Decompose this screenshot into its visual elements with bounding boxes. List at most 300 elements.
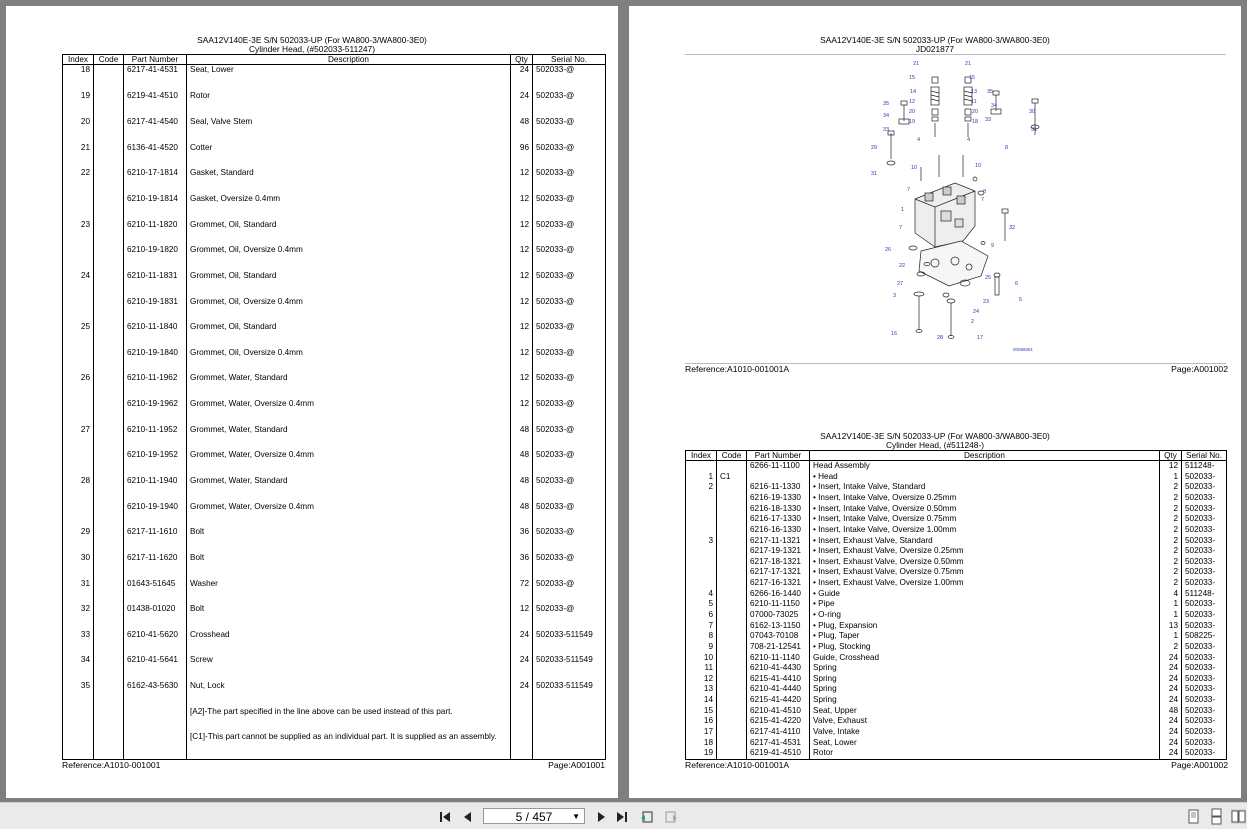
- row-part-number: 6216-17-1330: [747, 514, 810, 525]
- callout-label: 28: [937, 335, 944, 341]
- row-part-number: 6219-41-4510: [747, 748, 810, 759]
- table-row: [686, 674, 1227, 685]
- callout-label: 21: [913, 61, 920, 67]
- row-qty: 24: [1160, 695, 1182, 706]
- table-row: [686, 578, 1227, 589]
- continuous-view-icon[interactable]: [1209, 809, 1224, 824]
- header-serial: Serial No.: [1182, 451, 1227, 461]
- row-qty: 1: [1160, 631, 1182, 642]
- row-part-number: 6210-41-5620: [124, 630, 187, 656]
- row-code: [94, 297, 124, 323]
- row-description: • Plug, Stocking: [810, 642, 1160, 653]
- row-description: Spring: [810, 674, 1160, 685]
- row-code: [94, 91, 124, 117]
- table-row: [63, 553, 606, 579]
- row-index: [63, 297, 94, 323]
- row-serial: 502033-: [1182, 621, 1227, 632]
- parts-table: [62, 54, 606, 760]
- last-page-icon[interactable]: [615, 810, 629, 824]
- row-code: [94, 450, 124, 476]
- note-cell: [94, 707, 124, 733]
- callout-label: 7: [899, 225, 903, 231]
- row-qty: 24: [1160, 727, 1182, 738]
- row-description: Valve, Exhaust: [810, 716, 1160, 727]
- row-index: 15: [686, 706, 717, 717]
- row-index: 24: [63, 271, 94, 297]
- row-serial: 502033-: [1182, 536, 1227, 547]
- row-description: Seat, Upper: [810, 706, 1160, 717]
- row-qty: 2: [1160, 557, 1182, 568]
- row-index: 8: [686, 631, 717, 642]
- table-row: [63, 579, 606, 605]
- row-index: [686, 578, 717, 589]
- reference-label: Reference:A1010-001001A: [685, 760, 790, 770]
- row-index: [63, 450, 94, 476]
- table-row: [686, 546, 1227, 557]
- row-part-number: 708-21-12541: [747, 642, 810, 653]
- callout-label: 8: [1005, 145, 1009, 151]
- table-row: [63, 245, 606, 271]
- row-part-number: 6217-41-4531: [124, 65, 187, 92]
- table-row: [686, 684, 1227, 695]
- row-qty: 48: [511, 502, 533, 528]
- note-cell: [533, 707, 606, 733]
- row-code: [94, 117, 124, 143]
- row-serial: 502033-: [1182, 557, 1227, 568]
- row-description: Gasket, Standard: [187, 168, 511, 194]
- row-index: 32: [63, 604, 94, 630]
- page-title: SAA12V140E-3E S/N 502033-UP (For WA800-3/WA800-3E0): [197, 35, 427, 45]
- row-index: 9: [686, 642, 717, 653]
- row-code: [717, 536, 747, 547]
- row-description: • Insert, Intake Valve, Oversize 1.00mm: [810, 525, 1160, 536]
- row-code: [717, 716, 747, 727]
- row-part-number: 6210-11-1940: [124, 476, 187, 502]
- table-row: [686, 621, 1227, 632]
- row-serial: 502033-@: [533, 373, 606, 399]
- facing-pages-view-icon[interactable]: [1231, 809, 1246, 824]
- row-qty: 12: [511, 245, 533, 271]
- table-row: [686, 472, 1227, 483]
- row-part-number: [747, 472, 810, 483]
- row-code: [717, 727, 747, 738]
- row-qty: 72: [511, 579, 533, 605]
- row-index: [63, 502, 94, 528]
- row-qty: 12: [511, 194, 533, 220]
- row-description: Spring: [810, 695, 1160, 706]
- row-serial: 502033-@: [533, 271, 606, 297]
- row-index: 33: [63, 630, 94, 656]
- row-serial: 502033-: [1182, 674, 1227, 685]
- row-code: [717, 663, 747, 674]
- row-qty: 24: [511, 65, 533, 92]
- row-qty: 2: [1160, 546, 1182, 557]
- row-part-number: 07000-73025: [747, 610, 810, 621]
- row-serial: 502033-@: [533, 117, 606, 143]
- row-qty: 2: [1160, 482, 1182, 493]
- row-qty: 24: [1160, 748, 1182, 759]
- filler-cell: [187, 758, 511, 759]
- row-index: [686, 546, 717, 557]
- row-serial: 502033-@: [533, 399, 606, 425]
- row-qty: 12: [511, 271, 533, 297]
- row-index: 26: [63, 373, 94, 399]
- page-number-label: Page:A001002: [1171, 364, 1228, 374]
- header-index: Index: [63, 55, 94, 65]
- row-code: [717, 482, 747, 493]
- page-subtitle: Cylinder Head, (#502033-511247): [248, 44, 376, 54]
- row-qty: 24: [1160, 653, 1182, 664]
- callout-label: 32: [1009, 225, 1016, 231]
- callout-label: 24: [973, 309, 980, 315]
- row-qty: 2: [1160, 536, 1182, 547]
- row-part-number: 6210-19-1952: [124, 450, 187, 476]
- row-description: Seat, Lower: [810, 738, 1160, 749]
- row-code: [717, 738, 747, 749]
- row-description: • Insert, Intake Valve, Oversize 0.50mm: [810, 504, 1160, 515]
- row-serial: 502033-: [1182, 695, 1227, 706]
- row-qty: 36: [511, 527, 533, 553]
- row-index: 34: [63, 655, 94, 681]
- filler-cell: [511, 758, 533, 759]
- row-qty: 48: [511, 476, 533, 502]
- table-row: [63, 527, 606, 553]
- row-serial: 511248-: [1182, 589, 1227, 600]
- row-index: 30: [63, 553, 94, 579]
- row-part-number: 6210-11-1952: [124, 425, 187, 451]
- row-part-number: 6210-19-1940: [124, 502, 187, 528]
- row-description: Screw: [187, 655, 511, 681]
- row-description: Bolt: [187, 527, 511, 553]
- callout-label: 9: [991, 243, 995, 249]
- parts-table: [685, 450, 1227, 760]
- table-row: [63, 143, 606, 169]
- row-description: Grommet, Water, Standard: [187, 373, 511, 399]
- row-description: • Head: [810, 472, 1160, 483]
- row-qty: 12: [511, 297, 533, 323]
- header-description: Description: [810, 451, 1160, 461]
- row-code: C1: [717, 472, 747, 483]
- table-row: [63, 297, 606, 323]
- row-index: 35: [63, 681, 94, 707]
- table-row: [63, 117, 606, 143]
- row-description: Spring: [810, 663, 1160, 674]
- table-row: [63, 399, 606, 425]
- table-row: [63, 425, 606, 451]
- row-code: [717, 578, 747, 589]
- single-page-view-icon[interactable]: [1186, 809, 1201, 824]
- row-serial: 502033-@: [533, 348, 606, 374]
- page-title: SAA12V140E-3E S/N 502033-UP (For WA800-3/WA800-3E0): [820, 35, 1050, 45]
- callout-label: 22: [899, 263, 906, 269]
- row-description: Grommet, Water, Oversize 0.4mm: [187, 450, 511, 476]
- row-code: [717, 621, 747, 632]
- row-description: • Insert, Exhaust Valve, Oversize 0.25mm: [810, 546, 1160, 557]
- row-part-number: 6210-11-1820: [124, 220, 187, 246]
- callout-label: 3: [893, 293, 897, 299]
- row-index: [686, 493, 717, 504]
- note-cell: [63, 732, 94, 758]
- callout-label: 31: [1031, 127, 1038, 133]
- callout-label: 20: [909, 109, 916, 115]
- table-row: [63, 65, 606, 92]
- row-index: 3: [686, 536, 717, 547]
- callout-label: 7: [981, 197, 985, 203]
- row-qty: 2: [1160, 642, 1182, 653]
- row-serial: 502033-: [1182, 610, 1227, 621]
- table-row: [63, 476, 606, 502]
- table-row: [686, 738, 1227, 749]
- row-part-number: 6217-18-1321: [747, 557, 810, 568]
- chevron-down-icon[interactable]: ▼: [572, 812, 580, 821]
- row-code: [94, 220, 124, 246]
- row-qty: 24: [1160, 738, 1182, 749]
- row-serial: 502033-@: [533, 527, 606, 553]
- row-qty: 2: [1160, 504, 1182, 515]
- row-index: 28: [63, 476, 94, 502]
- callout-label: 6: [1015, 281, 1019, 287]
- row-qty: 12: [1160, 461, 1182, 472]
- note-cell: [511, 732, 533, 758]
- row-code: [94, 476, 124, 502]
- callout-label: 17: [977, 335, 984, 341]
- table-row: [63, 630, 606, 656]
- row-index: 18: [686, 738, 717, 749]
- row-code: [717, 461, 747, 472]
- row-code: [94, 630, 124, 656]
- row-code: [94, 655, 124, 681]
- row-part-number: 6210-19-1840: [124, 348, 187, 374]
- row-part-number: 6217-19-1321: [747, 546, 810, 557]
- row-part-number: 6136-41-4520: [124, 143, 187, 169]
- next-page-icon[interactable]: [594, 810, 608, 824]
- table-row: [63, 348, 606, 374]
- row-index: [686, 557, 717, 568]
- callout-label: 20: [972, 109, 979, 115]
- row-index: 22: [63, 168, 94, 194]
- row-qty: 96: [511, 143, 533, 169]
- row-index: 31: [63, 579, 94, 605]
- row-index: [63, 348, 94, 374]
- header-qty: Qty: [1160, 451, 1182, 461]
- row-description: Grommet, Oil, Oversize 0.4mm: [187, 297, 511, 323]
- row-qty: 24: [1160, 684, 1182, 695]
- row-description: Grommet, Water, Oversize 0.4mm: [187, 502, 511, 528]
- row-index: 11: [686, 663, 717, 674]
- row-qty: 2: [1160, 514, 1182, 525]
- note-cell: [124, 707, 187, 733]
- table-row: [686, 504, 1227, 515]
- row-qty: 12: [511, 220, 533, 246]
- note-cell: [63, 707, 94, 733]
- row-serial: 502033-: [1182, 493, 1227, 504]
- row-part-number: 6210-11-1150: [747, 599, 810, 610]
- row-description: • O-ring: [810, 610, 1160, 621]
- row-part-number: 6216-16-1330: [747, 525, 810, 536]
- row-part-number: 6210-17-1814: [124, 168, 187, 194]
- table-row: [63, 91, 606, 117]
- row-part-number: 6210-19-1831: [124, 297, 187, 323]
- table-row: [63, 681, 606, 707]
- row-serial: 511248-: [1182, 461, 1227, 472]
- first-page-icon[interactable]: [438, 810, 452, 824]
- row-qty: 12: [511, 604, 533, 630]
- row-serial: 502033-: [1182, 642, 1227, 653]
- row-part-number: 6210-11-1831: [124, 271, 187, 297]
- header-code: Code: [717, 451, 747, 461]
- row-description: • Plug, Taper: [810, 631, 1160, 642]
- table-row: [686, 599, 1227, 610]
- row-qty: 1: [1160, 599, 1182, 610]
- row-description: Bolt: [187, 604, 511, 630]
- row-qty: 13: [1160, 621, 1182, 632]
- row-code: [94, 579, 124, 605]
- callout-label: 27: [897, 281, 904, 287]
- callout-label: 31: [871, 171, 878, 177]
- row-description: Cotter: [187, 143, 511, 169]
- callout-label: 13: [971, 89, 978, 95]
- row-qty: 12: [511, 399, 533, 425]
- page-number-input[interactable]: [483, 808, 585, 824]
- row-part-number: 6216-19-1330: [747, 493, 810, 504]
- row-index: 13: [686, 684, 717, 695]
- row-index: 7: [686, 621, 717, 632]
- row-serial: 502033-511549: [533, 630, 606, 656]
- row-description: Bolt: [187, 553, 511, 579]
- row-code: [717, 599, 747, 610]
- table-row: [686, 482, 1227, 493]
- row-qty: 24: [1160, 674, 1182, 685]
- row-code: [94, 143, 124, 169]
- page-number-label: Page:A001001: [548, 760, 605, 770]
- row-code: [717, 695, 747, 706]
- row-description: Grommet, Water, Standard: [187, 425, 511, 451]
- callout-label: 12: [909, 99, 916, 105]
- row-serial: 502033-@: [533, 220, 606, 246]
- row-description: Guide, Crosshead: [810, 653, 1160, 664]
- row-serial: 502033-@: [533, 65, 606, 92]
- row-index: 17: [686, 727, 717, 738]
- reference-label: Reference:A1010-001001A: [685, 364, 790, 374]
- row-serial: 508225-: [1182, 631, 1227, 642]
- row-code: [717, 525, 747, 536]
- row-serial: 502033-: [1182, 748, 1227, 759]
- row-part-number: 6210-11-1840: [124, 322, 187, 348]
- row-serial: 502033-@: [533, 168, 606, 194]
- table-row: [63, 373, 606, 399]
- row-description: Washer: [187, 579, 511, 605]
- row-part-number: 01643-51645: [124, 579, 187, 605]
- page-indicator: 5 / 457: [515, 810, 553, 824]
- row-description: • Insert, Intake Valve, Oversize 0.75mm: [810, 514, 1160, 525]
- row-serial: 502033-: [1182, 727, 1227, 738]
- row-part-number: 6216-11-1330: [747, 482, 810, 493]
- table-row: [63, 450, 606, 476]
- row-serial: 502033-@: [533, 450, 606, 476]
- row-serial: 502033-@: [533, 194, 606, 220]
- row-code: [94, 348, 124, 374]
- row-part-number: 6162-13-1150: [747, 621, 810, 632]
- row-index: [686, 525, 717, 536]
- row-serial: 502033-@: [533, 322, 606, 348]
- row-part-number: 6210-41-4510: [747, 706, 810, 717]
- callout-label: 30: [1029, 109, 1036, 115]
- row-code: [94, 65, 124, 92]
- go-back-icon[interactable]: [640, 810, 654, 824]
- row-code: [94, 399, 124, 425]
- table-row: [63, 271, 606, 297]
- table-row: [686, 536, 1227, 547]
- row-index: 2: [686, 482, 717, 493]
- callout-label: 10: [975, 163, 982, 169]
- row-index: 19: [63, 91, 94, 117]
- table-row: [63, 502, 606, 528]
- table-row: [686, 461, 1227, 472]
- row-part-number: 6162-43-5630: [124, 681, 187, 707]
- row-description: Grommet, Water, Oversize 0.4mm: [187, 399, 511, 425]
- row-code: [717, 557, 747, 568]
- row-index: 12: [686, 674, 717, 685]
- callout-label: 5: [1019, 297, 1023, 303]
- prev-page-icon[interactable]: [461, 810, 475, 824]
- row-serial: 502033-: [1182, 684, 1227, 695]
- row-description: Grommet, Oil, Standard: [187, 271, 511, 297]
- go-forward-icon[interactable]: [664, 810, 678, 824]
- row-serial: 502033-@: [533, 553, 606, 579]
- note-row: [63, 732, 606, 758]
- row-index: 4: [686, 589, 717, 600]
- document-page-right: [629, 6, 1241, 798]
- row-serial: 502033-@: [533, 143, 606, 169]
- table-row: [686, 557, 1227, 568]
- row-description: Grommet, Oil, Oversize 0.4mm: [187, 245, 511, 271]
- row-index: 16: [686, 716, 717, 727]
- row-qty: 2: [1160, 493, 1182, 504]
- note-cell: [533, 732, 606, 758]
- row-index: [63, 245, 94, 271]
- row-code: [94, 271, 124, 297]
- row-index: 23: [63, 220, 94, 246]
- row-qty: 48: [511, 450, 533, 476]
- row-code: [717, 504, 747, 515]
- document-page-left: [6, 6, 618, 798]
- row-serial: 502033-: [1182, 706, 1227, 717]
- note-cell: [511, 707, 533, 733]
- row-index: 14: [686, 695, 717, 706]
- row-serial: 502033-: [1182, 578, 1227, 589]
- row-part-number: 6217-41-4540: [124, 117, 187, 143]
- row-serial: 502033-@: [533, 579, 606, 605]
- row-serial: 502033-: [1182, 546, 1227, 557]
- note-cell: [94, 732, 124, 758]
- header-code: Code: [94, 55, 124, 65]
- callout-label: 33: [883, 127, 890, 133]
- row-description: • Pipe: [810, 599, 1160, 610]
- row-serial: 502033-511549: [533, 681, 606, 707]
- row-code: [717, 493, 747, 504]
- row-serial: 502033-@: [533, 425, 606, 451]
- row-serial: 502033-@: [533, 245, 606, 271]
- row-serial: 502033-@: [533, 91, 606, 117]
- row-qty: 24: [511, 681, 533, 707]
- row-serial: 502033-@: [533, 476, 606, 502]
- table-row: [686, 706, 1227, 717]
- row-description: Rotor: [187, 91, 511, 117]
- row-part-number: 07043-70108: [747, 631, 810, 642]
- row-part-number: 6217-11-1620: [124, 553, 187, 579]
- table-row: [686, 695, 1227, 706]
- row-code: [94, 425, 124, 451]
